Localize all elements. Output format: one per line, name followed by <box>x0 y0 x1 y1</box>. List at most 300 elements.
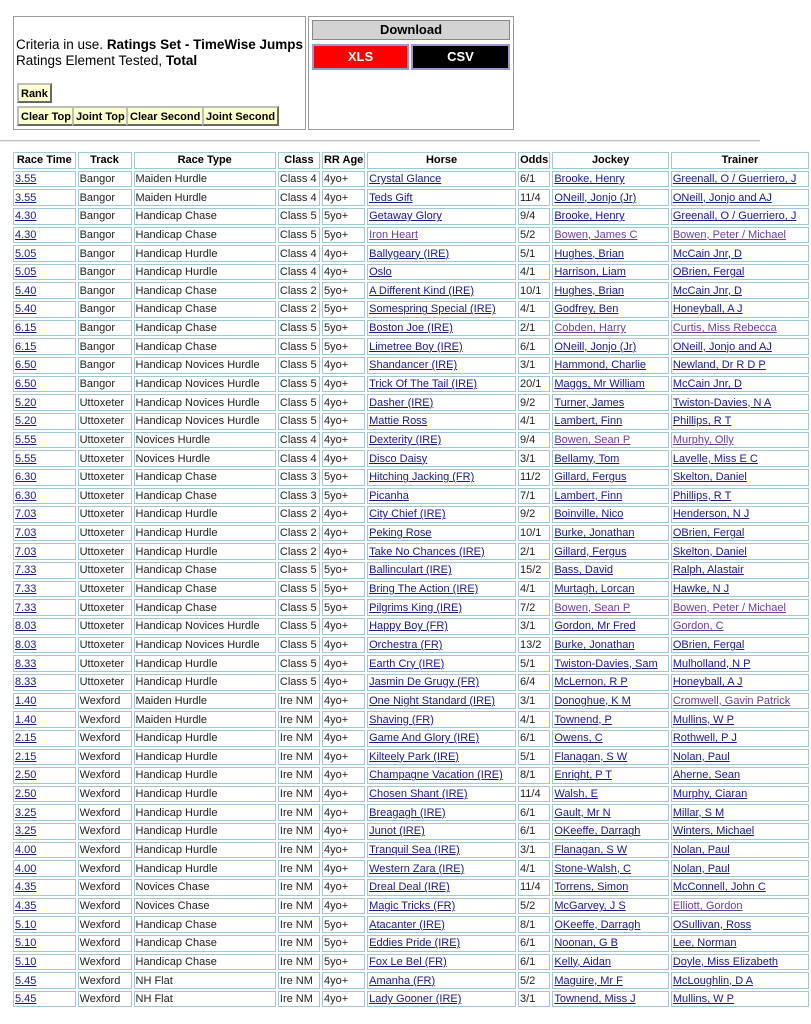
race-time-link[interactable]: 4.00 <box>15 844 37 857</box>
table-row <box>13 301 809 318</box>
trainer-link[interactable]: Lavelle, Miss E C <box>672 452 758 465</box>
trainer-cell <box>671 749 809 766</box>
horse-cell <box>367 432 516 449</box>
jockey-link[interactable]: Kelly, Aidan <box>554 955 612 968</box>
horse-link[interactable]: Trick Of The Tail (IRE) <box>369 378 478 390</box>
odds-cell: 4/1 <box>518 581 550 598</box>
trainer-link[interactable]: Curtis, Miss Rebecca <box>672 322 777 335</box>
race-type-cell: Handicap Chase <box>134 581 276 598</box>
horse-link[interactable]: Junot (IRE) <box>369 825 425 838</box>
horse-link[interactable]: Iron Heart <box>369 228 419 241</box>
trainer-link[interactable]: Hawke, N J <box>672 583 730 596</box>
trainer-link[interactable]: Phillips, R T <box>672 415 732 428</box>
race-time-link[interactable]: 2.50 <box>15 788 37 801</box>
col-odds[interactable]: Odds <box>518 152 550 169</box>
horse-link[interactable]: Amanha (FR) <box>369 974 436 987</box>
jockey-link[interactable]: Torrens, Simon <box>554 881 629 894</box>
rank-button[interactable]: Rank <box>17 83 52 103</box>
race-time-link[interactable]: 5.20 <box>15 415 37 428</box>
table-row <box>13 376 809 393</box>
horse-cell <box>367 804 516 821</box>
clear-top-button[interactable]: Clear Top <box>17 106 75 126</box>
race-time-link[interactable]: 7.33 <box>15 564 37 577</box>
race-time-link[interactable]: 4.35 <box>15 899 37 912</box>
age-cell: 4yo+ <box>322 376 365 393</box>
horse-cell <box>367 338 516 355</box>
joint-second-button[interactable]: Joint Second <box>202 106 279 126</box>
table-row <box>13 562 809 579</box>
odds-cell: 9/2 <box>518 506 550 523</box>
race-type-cell: Handicap Novices Hurdle <box>134 637 276 654</box>
jockey-link[interactable]: Godfrey, Ben <box>554 303 619 316</box>
trainer-link[interactable]: Henderson, N J <box>672 508 750 521</box>
jockey-link[interactable]: OKeeffe, Darragh <box>554 918 641 931</box>
jockey-link[interactable]: Gillard, Fergus <box>554 471 627 484</box>
trainer-link[interactable]: McCain Jnr, D <box>672 284 742 297</box>
col-rr-age[interactable]: RR Age <box>322 152 365 169</box>
trainer-link[interactable]: Gordon, C <box>672 620 724 633</box>
jockey-cell <box>552 804 669 821</box>
race-time-link[interactable]: 6.50 <box>15 359 37 372</box>
race-time-cell <box>13 245 76 262</box>
horse-cell <box>367 823 516 840</box>
table-row <box>13 991 809 1008</box>
track-cell: Wexford <box>78 786 132 803</box>
jockey-link[interactable]: Donoghue, K M <box>554 694 631 707</box>
table-row <box>13 767 809 784</box>
jockey-link[interactable]: Bowen, Sean P <box>554 433 631 446</box>
race-time-link[interactable]: 8.03 <box>15 620 37 633</box>
race-time-link[interactable]: 5.45 <box>15 974 37 987</box>
trainer-link[interactable]: McCain Jnr, D <box>672 247 742 260</box>
race-time-link[interactable]: 3.55 <box>15 172 37 185</box>
jockey-link[interactable]: Hammond, Charlie <box>554 359 647 372</box>
race-time-link[interactable]: 8.03 <box>15 638 37 651</box>
jockey-link[interactable]: Harrison, Liam <box>554 266 626 279</box>
race-time-link[interactable]: 2.15 <box>15 732 37 745</box>
jockey-link[interactable]: Flanagan, S W <box>554 844 628 857</box>
trainer-link[interactable]: ONeill, Jonjo and AJ <box>672 191 772 204</box>
col-race-time[interactable]: Race Time <box>13 152 76 169</box>
race-type-cell: Handicap Chase <box>134 282 276 299</box>
criteria-panel <box>13 16 306 130</box>
horse-link[interactable]: Take No Chances (IRE) <box>369 545 485 558</box>
track-cell: Wexford <box>78 935 132 952</box>
horse-cell <box>367 898 516 915</box>
trainer-link[interactable]: Greenall, O / Guerriero, J <box>672 210 797 223</box>
race-time-link[interactable]: 1.40 <box>15 713 37 726</box>
jockey-cell <box>552 320 669 337</box>
jockey-link[interactable]: Bass, David <box>554 564 614 577</box>
race-time-link[interactable]: 2.50 <box>15 769 37 782</box>
clear-second-button[interactable]: Clear Second <box>126 106 204 126</box>
class-cell: Class 5 <box>278 581 320 598</box>
trainer-link[interactable]: Nolan, Paul <box>672 844 730 857</box>
jockey-link[interactable]: Stone-Walsh, C <box>554 862 631 875</box>
odds-cell: 10/1 <box>518 525 550 542</box>
table-row <box>13 413 809 430</box>
table-row <box>13 338 809 355</box>
race-type-cell: Handicap Chase <box>134 488 276 505</box>
race-time-link[interactable]: 5.10 <box>15 937 37 950</box>
jockey-link[interactable]: Owens, C <box>554 732 603 745</box>
horse-link[interactable]: Limetree Boy (IRE) <box>369 340 463 353</box>
trainer-link[interactable]: McLoughlin, D A <box>672 974 753 987</box>
track-cell: Wexford <box>78 916 132 933</box>
trainer-link[interactable]: Skelton, Daniel <box>672 471 747 484</box>
trainer-link[interactable]: Honeyball, A J <box>672 676 743 689</box>
trainer-link[interactable]: OSullivan, Ross <box>672 918 752 931</box>
jockey-link[interactable]: Maguire, Mr F <box>554 974 623 987</box>
jockey-cell <box>552 301 669 318</box>
class-cell: Ire NM <box>278 786 320 803</box>
jockey-link[interactable]: Burke, Jonathan <box>554 527 635 540</box>
jockey-cell <box>552 282 669 299</box>
horse-link[interactable]: Atacanter (IRE) <box>369 918 445 931</box>
jockey-link[interactable]: Walsh, E <box>554 788 598 801</box>
horse-link[interactable]: Teds Gift <box>369 191 413 204</box>
trainer-cell <box>671 730 809 747</box>
track-cell: Bangor <box>78 357 132 374</box>
race-time-cell <box>13 208 76 225</box>
trainer-link[interactable]: Rothwell, P J <box>672 732 737 745</box>
trainer-cell <box>671 711 809 728</box>
horse-cell <box>367 674 516 691</box>
horse-link[interactable]: Shandancer (IRE) <box>369 359 458 372</box>
odds-cell: 4/1 <box>518 301 550 318</box>
race-type-cell: Handicap Hurdle <box>134 823 276 840</box>
odds-cell: 3/1 <box>518 842 550 859</box>
table-row <box>13 488 809 505</box>
horse-link[interactable]: Jasmin De Grugy (FR) <box>369 676 480 689</box>
horse-link[interactable]: Oslo <box>369 266 392 279</box>
odds-cell: 11/4 <box>518 786 550 803</box>
trainer-link[interactable]: McCain Jnr, D <box>672 378 742 390</box>
race-time-link[interactable]: 5.05 <box>15 247 37 260</box>
trainer-link[interactable]: OBrien, Fergal <box>672 527 745 540</box>
table-row <box>13 860 809 877</box>
trainer-cell <box>671 506 809 523</box>
trainer-link[interactable]: Millar, S M <box>672 806 725 819</box>
race-time-link[interactable]: 8.33 <box>15 676 37 689</box>
race-time-link[interactable]: 6.50 <box>15 378 37 390</box>
jockey-link[interactable]: OKeeffe, Darragh <box>554 825 641 838</box>
trainer-link[interactable]: Lee, Norman <box>672 937 737 950</box>
horse-link[interactable]: Disco Daisy <box>369 452 428 465</box>
table-row <box>13 432 809 449</box>
horse-link[interactable]: Getaway Glory <box>369 210 442 223</box>
jockey-link[interactable]: Gordon, Mr Fred <box>554 620 636 633</box>
jockey-cell <box>552 898 669 915</box>
jockey-cell <box>552 562 669 579</box>
odds-cell: 3/1 <box>518 450 550 467</box>
jockey-link[interactable]: Hughes, Brian <box>554 247 625 260</box>
race-time-link[interactable]: 7.33 <box>15 601 37 614</box>
jockey-link[interactable]: Townend, P <box>554 713 612 726</box>
horse-link[interactable]: Earth Cry (IRE) <box>369 657 445 670</box>
race-time-cell <box>13 450 76 467</box>
table-row <box>13 469 809 486</box>
track-cell: Bangor <box>78 208 132 225</box>
age-cell: 5yo+ <box>322 227 365 244</box>
class-cell: Class 5 <box>278 655 320 672</box>
jockey-link[interactable]: Hughes, Brian <box>554 284 625 297</box>
jockey-link[interactable]: Lambert, Finn <box>554 489 623 502</box>
class-cell: Class 5 <box>278 674 320 691</box>
jockey-cell <box>552 245 669 262</box>
horse-link[interactable]: Ballygeary (IRE) <box>369 247 450 260</box>
track-cell: Wexford <box>78 898 132 915</box>
trainer-link[interactable]: Greenall, O / Guerriero, J <box>672 172 797 185</box>
trainer-link[interactable]: Newland, Dr R D P <box>672 359 766 372</box>
table-row <box>13 674 809 691</box>
horse-link[interactable]: Mattie Ross <box>369 415 428 428</box>
age-cell: 5yo+ <box>322 935 365 952</box>
track-cell: Wexford <box>78 842 132 859</box>
table-row <box>13 935 809 952</box>
race-time-link[interactable]: 4.35 <box>15 881 37 894</box>
col-track[interactable]: Track <box>78 152 132 169</box>
horse-link[interactable]: Peking Rose <box>369 527 432 540</box>
race-time-cell <box>13 488 76 505</box>
jockey-cell <box>552 655 669 672</box>
race-time-link[interactable]: 7.03 <box>15 508 37 521</box>
race-time-link[interactable]: 4.30 <box>15 228 37 241</box>
horse-link[interactable]: Lady Gooner (IRE) <box>369 993 462 1006</box>
race-time-link[interactable]: 4.00 <box>15 862 37 875</box>
horse-link[interactable]: Bring The Action (IRE) <box>369 583 479 596</box>
horse-link[interactable]: Orchestra (FR) <box>369 638 443 651</box>
horse-link[interactable]: Breagagh (IRE) <box>369 806 446 819</box>
table-row <box>13 618 809 635</box>
jockey-link[interactable]: Flanagan, S W <box>554 750 628 763</box>
col-horse[interactable]: Horse <box>367 152 516 169</box>
race-time-link[interactable]: 5.45 <box>15 993 37 1006</box>
odds-cell: 6/1 <box>518 338 550 355</box>
joint-top-button[interactable]: Joint Top <box>72 106 129 126</box>
horse-link[interactable]: Shaving (FR) <box>369 713 434 726</box>
race-time-link[interactable]: 3.55 <box>15 191 37 204</box>
col-race-type[interactable]: Race Type <box>134 152 276 169</box>
race-time-link[interactable]: 1.40 <box>15 694 37 707</box>
race-time-link[interactable]: 5.55 <box>15 452 37 465</box>
jockey-link[interactable]: Brooke, Henry <box>554 210 625 223</box>
trainer-cell <box>671 432 809 449</box>
race-time-link[interactable]: 5.05 <box>15 266 37 279</box>
col-jockey[interactable]: Jockey <box>552 152 669 169</box>
trainer-link[interactable]: Mullins, W P <box>672 993 734 1006</box>
trainer-cell <box>671 991 809 1008</box>
odds-cell: 10/1 <box>518 282 550 299</box>
horse-link[interactable]: Dasher (IRE) <box>369 396 434 409</box>
odds-cell: 3/1 <box>518 357 550 374</box>
age-cell: 5yo+ <box>322 320 365 337</box>
jockey-link[interactable]: Boinville, Nico <box>554 508 624 521</box>
jockey-link[interactable]: Enright, P T <box>554 769 613 782</box>
track-cell: Wexford <box>78 823 132 840</box>
trainer-link[interactable]: Mullins, W P <box>672 713 734 726</box>
trainer-link[interactable]: Ralph, Alastair <box>672 564 744 577</box>
jockey-link[interactable]: ONeill, Jonjo (Jr) <box>554 340 637 353</box>
race-time-link[interactable]: 8.33 <box>15 657 37 670</box>
trainer-link[interactable]: Aherne, Sean <box>672 769 741 782</box>
horse-cell <box>367 991 516 1008</box>
race-type-cell: Novices Chase <box>134 898 276 915</box>
horse-link[interactable]: Tranquil Sea (IRE) <box>369 844 460 857</box>
age-cell: 5yo+ <box>322 469 365 486</box>
race-time-link[interactable]: 7.03 <box>15 545 37 558</box>
race-time-link[interactable]: 2.15 <box>15 750 37 763</box>
horse-link[interactable]: Western Zara (IRE) <box>369 862 465 875</box>
trainer-link[interactable]: Bowen, Peter / Michael <box>672 601 786 614</box>
jockey-link[interactable]: Bowen, Sean P <box>554 601 631 614</box>
trainer-link[interactable]: OBrien, Fergal <box>672 266 745 279</box>
trainer-link[interactable]: ONeill, Jonjo and AJ <box>672 340 772 353</box>
jockey-cell <box>552 786 669 803</box>
horse-link[interactable]: Fox Le Bel (FR) <box>369 955 447 968</box>
jockey-link[interactable]: ONeill, Jonjo (Jr) <box>554 191 637 204</box>
age-cell: 4yo+ <box>322 189 365 206</box>
criteria-text <box>16 37 303 69</box>
age-cell: 5yo+ <box>322 282 365 299</box>
odds-cell: 6/1 <box>518 804 550 821</box>
trainer-link[interactable]: Nolan, Paul <box>672 862 730 875</box>
jockey-link[interactable]: Cobden, Harry <box>554 322 626 335</box>
horse-link[interactable]: Ballinculart (IRE) <box>369 564 452 577</box>
track-cell: Uttoxeter <box>78 432 132 449</box>
trainer-link[interactable]: Honeyball, A J <box>672 303 743 316</box>
horse-link[interactable]: Eddies Pride (IRE) <box>369 937 461 950</box>
trainer-link[interactable]: Twiston-Davies, N A <box>672 396 772 409</box>
race-time-link[interactable]: 5.10 <box>15 955 37 968</box>
race-type-cell: Handicap Novices Hurdle <box>134 376 276 393</box>
horse-link[interactable]: Champagne Vacation (IRE) <box>369 769 503 782</box>
race-type-cell: Handicap Hurdle <box>134 749 276 766</box>
trainer-link[interactable]: Murphy, Ciaran <box>672 788 748 801</box>
class-cell: Class 5 <box>278 413 320 430</box>
horse-link[interactable]: Crystal Glance <box>369 172 442 185</box>
race-time-link[interactable]: 6.30 <box>15 471 37 484</box>
trainer-link[interactable]: OBrien, Fergal <box>672 638 745 651</box>
horse-cell <box>367 879 516 896</box>
trainer-link[interactable]: Winters, Michael <box>672 825 755 838</box>
race-time-link[interactable]: 7.33 <box>15 583 37 596</box>
trainer-link[interactable]: Murphy, Olly <box>672 433 734 446</box>
trainer-link[interactable]: Skelton, Daniel <box>672 545 747 558</box>
jockey-link[interactable]: Townend, Miss J <box>554 993 636 1006</box>
trainer-link[interactable]: Cromwell, Gavin Patrick <box>672 694 791 707</box>
class-cell: Class 5 <box>278 338 320 355</box>
odds-cell: 4/1 <box>518 413 550 430</box>
jockey-cell <box>552 450 669 467</box>
jockey-cell <box>552 954 669 971</box>
race-time-link[interactable]: 3.25 <box>15 806 37 819</box>
age-cell: 5yo+ <box>322 581 365 598</box>
jockey-link[interactable]: Twiston-Davies, Sam <box>554 657 658 670</box>
jockey-cell <box>552 879 669 896</box>
trainer-link[interactable]: McConnell, John C <box>672 881 766 894</box>
horse-link[interactable]: Happy Boy (FR) <box>369 620 448 633</box>
race-time-link[interactable]: 3.25 <box>15 825 37 838</box>
jockey-link[interactable]: McLernon, R P <box>554 676 628 689</box>
xls-download-button[interactable]: XLS <box>312 44 409 70</box>
jockey-link[interactable]: McGarvey, J S <box>554 899 626 912</box>
jockey-link[interactable]: Lambert, Finn <box>554 415 623 428</box>
jockey-link[interactable]: Gillard, Fergus <box>554 545 627 558</box>
jockey-link[interactable]: Gault, Mr N <box>554 806 611 819</box>
jockey-cell <box>552 823 669 840</box>
jockey-link[interactable]: Brooke, Henry <box>554 172 625 185</box>
horse-link[interactable]: Game And Glory (IRE) <box>369 732 480 745</box>
trainer-link[interactable]: Nolan, Paul <box>672 750 730 763</box>
race-time-link[interactable]: 7.03 <box>15 527 37 540</box>
horse-link[interactable]: Boston Joe (IRE) <box>369 322 453 335</box>
jockey-link[interactable]: Bowen, James C <box>554 228 638 241</box>
horse-link[interactable]: Somespring Special (IRE) <box>369 303 496 316</box>
track-cell: Uttoxeter <box>78 674 132 691</box>
horse-link[interactable]: Magic Tricks (FR) <box>369 899 456 912</box>
table-row <box>13 525 809 542</box>
horse-link[interactable]: Picanha <box>369 489 409 502</box>
race-time-link[interactable]: 5.10 <box>15 918 37 931</box>
trainer-link[interactable]: Mulholland, N P <box>672 657 751 670</box>
race-time-link[interactable]: 5.40 <box>15 303 37 316</box>
horse-link[interactable]: Kilteely Park (IRE) <box>369 750 459 763</box>
table-row <box>13 264 809 281</box>
race-time-link[interactable]: 6.15 <box>15 322 37 335</box>
jockey-link[interactable]: Bellamy, Tom <box>554 452 620 465</box>
horse-link[interactable]: Dreal Deal (IRE) <box>369 881 450 894</box>
race-time-link[interactable]: 4.30 <box>15 210 37 223</box>
jockey-link[interactable]: Burke, Jonathan <box>554 638 635 651</box>
csv-download-button[interactable]: CSV <box>411 44 510 70</box>
col-trainer[interactable]: Trainer <box>671 152 809 169</box>
jockey-link[interactable]: Turner, James <box>554 396 625 409</box>
race-time-cell <box>13 711 76 728</box>
horse-link[interactable]: A Different Kind (IRE) <box>369 284 475 297</box>
class-cell: Class 5 <box>278 394 320 411</box>
horse-link[interactable]: City Chief (IRE) <box>369 508 446 521</box>
trainer-cell <box>671 823 809 840</box>
col-class[interactable]: Class <box>278 152 320 169</box>
odds-cell: 11/4 <box>518 189 550 206</box>
trainer-cell <box>671 693 809 710</box>
race-time-link[interactable]: 6.30 <box>15 489 37 502</box>
odds-cell: 4/1 <box>518 711 550 728</box>
jockey-link[interactable]: Maggs, Mr William <box>554 378 645 390</box>
trainer-link[interactable]: Bowen, Peter / Michael <box>672 228 786 241</box>
track-cell: Wexford <box>78 991 132 1008</box>
race-time-link[interactable]: 5.55 <box>15 433 37 446</box>
trainer-cell <box>671 860 809 877</box>
track-cell: Bangor <box>78 189 132 206</box>
trainer-link[interactable]: Phillips, R T <box>672 489 732 502</box>
jockey-link[interactable]: Murtagh, Lorcan <box>554 583 635 596</box>
horse-link[interactable]: Hitching Jacking (FR) <box>369 471 475 484</box>
horse-link[interactable]: Dexterity (IRE) <box>369 433 442 446</box>
trainer-link[interactable]: Elliott, Gordon <box>672 899 743 912</box>
horse-link[interactable]: Pilgrims King (IRE) <box>369 601 463 614</box>
horse-link[interactable]: Chosen Shant (IRE) <box>369 788 468 801</box>
trainer-link[interactable]: Doyle, Miss Elizabeth <box>672 955 778 968</box>
jockey-link[interactable]: Noonan, G B <box>554 937 618 950</box>
age-cell: 4yo+ <box>322 543 365 560</box>
race-time-link[interactable]: 6.15 <box>15 340 37 353</box>
age-cell: 5yo+ <box>322 954 365 971</box>
race-time-link[interactable]: 5.20 <box>15 396 37 409</box>
horse-link[interactable]: One Night Standard (IRE) <box>369 694 496 707</box>
race-time-link[interactable]: 5.40 <box>15 284 37 297</box>
